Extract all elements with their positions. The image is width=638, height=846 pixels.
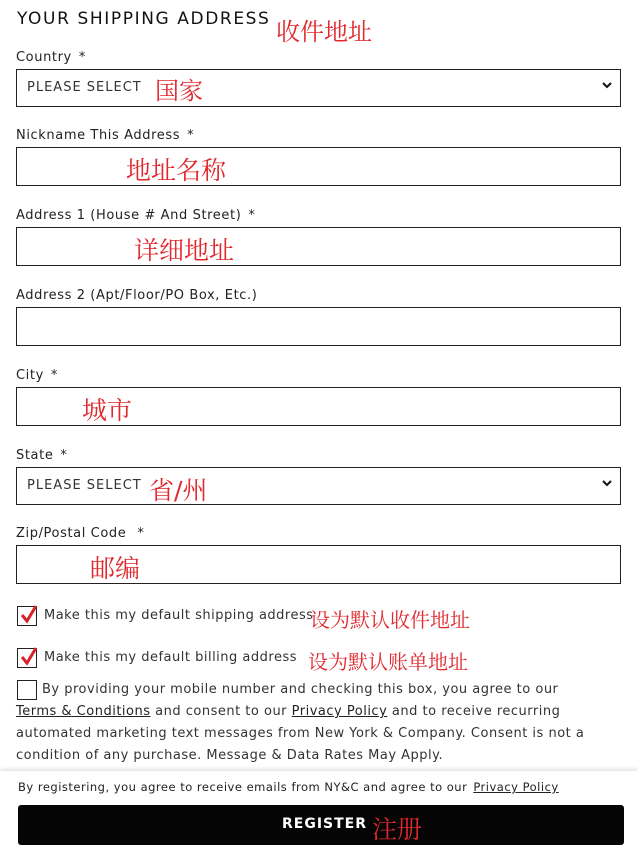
checkmark-icon — [19, 647, 39, 667]
footer-notice-text: By registering, you agree to receive emails from NY&C and agree to our — [18, 780, 468, 794]
annotation-default-billing: 设为默认账单地址 — [308, 650, 468, 674]
annotation-address1: 详细地址 — [134, 236, 235, 265]
chevron-down-icon — [600, 78, 614, 92]
required-marker: * — [50, 368, 58, 383]
state-select-value: PLEASE SELECT — [27, 478, 142, 493]
annotation-state: 省/州 — [149, 476, 208, 505]
annotation-default-shipping: 设为默认收件地址 — [310, 608, 470, 632]
annotation-nickname: 地址名称 — [126, 156, 227, 185]
annotation-zip: 邮编 — [90, 554, 141, 583]
required-marker: * — [60, 448, 68, 463]
sms-consent-part-2: and consent to our — [155, 704, 288, 719]
country-select[interactable] — [16, 69, 621, 107]
chevron-down-icon — [600, 476, 614, 490]
footer-privacy-link[interactable]: Privacy Policy — [473, 780, 559, 794]
terms-link[interactable]: Terms & Conditions — [16, 704, 151, 719]
default-billing-label: Make this my default billing address — [44, 650, 297, 665]
zip-label — [16, 526, 144, 541]
required-marker: * — [78, 50, 86, 65]
country-label-text: Country — [16, 50, 72, 65]
default-shipping-label: Make this my default shipping address — [44, 608, 314, 623]
address1-label-text: Address 1 (House # And Street) — [16, 208, 242, 223]
required-marker: * — [187, 128, 195, 143]
annotation-register: 注册 — [372, 815, 423, 844]
annotation-heading: 收件地址 — [276, 18, 372, 46]
page-title: YOUR SHIPPING ADDRESS — [17, 9, 271, 29]
default-shipping-checkbox[interactable] — [17, 606, 37, 626]
annotation-country: 国家 — [155, 77, 203, 105]
default-billing-checkbox[interactable] — [17, 648, 37, 668]
register-button-label: REGISTER — [282, 816, 368, 832]
nickname-label-text: Nickname This Address — [16, 128, 181, 143]
address1-input[interactable] — [16, 227, 621, 266]
state-label-text: State — [16, 448, 54, 463]
state-select[interactable] — [16, 467, 621, 505]
annotation-city: 城市 — [82, 396, 133, 425]
nickname-input[interactable] — [16, 147, 621, 186]
country-select-value: PLEASE SELECT — [27, 80, 142, 95]
nickname-label — [16, 128, 194, 143]
sms-consent-part-3: and to receive recurring automated marketing text messages from New York & Company. Consent is not a condition of any purchase. Message & Data Rates May Apply. — [16, 704, 585, 763]
required-marker: * — [137, 526, 145, 541]
city-label-text: City — [16, 368, 44, 383]
city-label — [16, 368, 58, 383]
address2-label: Address 2 (Apt/Floor/PO Box, Etc.) — [16, 288, 258, 303]
privacy-policy-link[interactable]: Privacy Policy — [291, 704, 388, 719]
sms-consent-part-1: By providing your mobile number and checking this box, you agree to our — [42, 682, 559, 697]
state-label — [16, 448, 68, 463]
sms-consent-text — [16, 679, 601, 767]
footer-notice — [18, 780, 559, 794]
required-marker: * — [248, 208, 256, 223]
checkmark-icon — [19, 605, 39, 625]
zip-label-text: Zip/Postal Code — [16, 526, 127, 541]
country-label — [16, 50, 86, 65]
address1-label — [16, 208, 255, 223]
address2-input[interactable] — [16, 307, 621, 346]
register-button[interactable] — [18, 805, 624, 845]
